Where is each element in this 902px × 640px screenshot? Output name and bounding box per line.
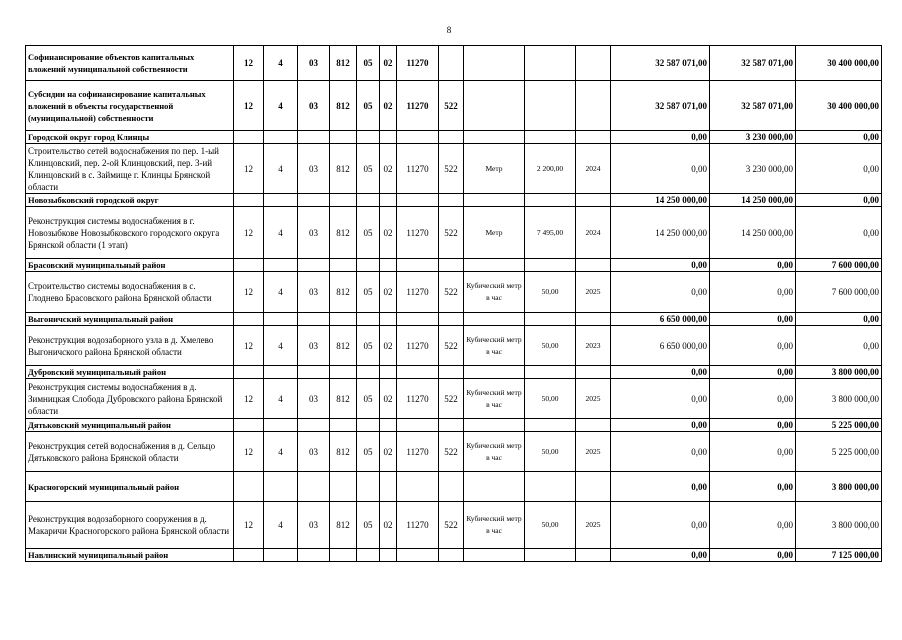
capacity-value: [525, 81, 576, 131]
table-row: [26, 207, 882, 259]
code-program: [298, 472, 330, 502]
amount-2025: 3 800 000,00: [796, 366, 882, 379]
capacity-value: 50,00: [525, 432, 576, 472]
code-expense: [397, 419, 439, 432]
code-subsection: 4: [264, 272, 298, 313]
section-total-row: [26, 472, 882, 502]
code-program: [298, 366, 330, 379]
amount-2024: 0,00: [710, 259, 796, 272]
completion-year: [576, 131, 611, 144]
code-subsection: 4: [264, 81, 298, 131]
code-item: 05: [357, 207, 380, 259]
code-section: [234, 366, 264, 379]
code-subitem: 02: [380, 144, 397, 194]
code-subitem: 02: [380, 432, 397, 472]
amount-2024: 0,00: [710, 472, 796, 502]
table-row: [26, 432, 882, 472]
code-subitem: [380, 313, 397, 326]
amount-2023: 0,00: [611, 432, 710, 472]
amount-2025: 0,00: [796, 326, 882, 366]
row-name: Выгоничский муниципальный район: [26, 313, 234, 326]
completion-year: 2025: [576, 272, 611, 313]
code-section: 12: [234, 81, 264, 131]
amount-2025: 5 225 000,00: [796, 432, 882, 472]
code-item: [357, 419, 380, 432]
code-program: [298, 419, 330, 432]
code-department: [330, 131, 357, 144]
amount-2023: 0,00: [611, 502, 710, 549]
amount-2024: 32 587 071,00: [710, 81, 796, 131]
code-section: [234, 419, 264, 432]
code-item: 05: [357, 272, 380, 313]
capacity-value: [525, 131, 576, 144]
code-type: 522: [439, 502, 464, 549]
row-name: Реконструкция сетей водоснабжения в д. Сельцо Дятьковского района Брянской области: [26, 432, 234, 472]
completion-year: 2023: [576, 326, 611, 366]
code-item: 05: [357, 502, 380, 549]
completion-year: [576, 419, 611, 432]
amount-2024: 0,00: [710, 326, 796, 366]
code-expense: 11270: [397, 46, 439, 81]
code-department: 812: [330, 207, 357, 259]
table-row: [26, 144, 882, 194]
code-department: 812: [330, 432, 357, 472]
unit-of-measure: [464, 313, 525, 326]
code-expense: [397, 549, 439, 562]
capacity-value: 2 200,00: [525, 144, 576, 194]
section-total-row: [26, 81, 882, 131]
amount-2023: 0,00: [611, 366, 710, 379]
unit-of-measure: Кубический метр в час: [464, 432, 525, 472]
code-subitem: 02: [380, 207, 397, 259]
amount-2024: 0,00: [710, 313, 796, 326]
code-expense: [397, 194, 439, 207]
code-expense: [397, 313, 439, 326]
amount-2024: 0,00: [710, 432, 796, 472]
completion-year: [576, 46, 611, 81]
code-department: [330, 194, 357, 207]
code-section: 12: [234, 326, 264, 366]
capacity-value: [525, 472, 576, 502]
completion-year: [576, 81, 611, 131]
unit-of-measure: [464, 549, 525, 562]
code-program: 03: [298, 272, 330, 313]
code-department: [330, 419, 357, 432]
code-item: [357, 259, 380, 272]
code-subsection: [264, 131, 298, 144]
code-expense: [397, 131, 439, 144]
code-subitem: [380, 549, 397, 562]
code-item: [357, 472, 380, 502]
code-item: 05: [357, 379, 380, 419]
unit-of-measure: [464, 46, 525, 81]
code-subitem: 02: [380, 46, 397, 81]
amount-2023: 32 587 071,00: [611, 81, 710, 131]
code-item: [357, 194, 380, 207]
code-department: [330, 313, 357, 326]
code-department: 812: [330, 144, 357, 194]
code-subsection: 4: [264, 144, 298, 194]
amount-2023: 0,00: [611, 259, 710, 272]
code-program: [298, 549, 330, 562]
code-program: 03: [298, 432, 330, 472]
code-section: [234, 313, 264, 326]
code-type: [439, 472, 464, 502]
amount-2025: 0,00: [796, 131, 882, 144]
code-type: 522: [439, 207, 464, 259]
code-subsection: 4: [264, 432, 298, 472]
amount-2024: 0,00: [710, 419, 796, 432]
code-item: 05: [357, 46, 380, 81]
code-expense: [397, 472, 439, 502]
row-name: Строительство сетей водоснабжения по пер. 1-ый Клинцовский, пер. 2-ой Клинцовский, пер. 3-ий Клинцовский в с. Займище г. Клинцы Брянской области: [26, 144, 234, 194]
amount-2024: 3 230 000,00: [710, 131, 796, 144]
code-subitem: [380, 194, 397, 207]
amount-2023: 0,00: [611, 419, 710, 432]
amount-2023: 6 650 000,00: [611, 313, 710, 326]
code-item: 05: [357, 81, 380, 131]
code-program: 03: [298, 207, 330, 259]
row-name: Городской округ город Клинцы: [26, 131, 234, 144]
unit-of-measure: Кубический метр в час: [464, 379, 525, 419]
amount-2025: 7 125 000,00: [796, 549, 882, 562]
code-subsection: [264, 313, 298, 326]
capacity-value: 7 495,00: [525, 207, 576, 259]
row-name: Новозыбковский городской округ: [26, 194, 234, 207]
code-item: [357, 549, 380, 562]
code-expense: [397, 366, 439, 379]
code-item: 05: [357, 432, 380, 472]
completion-year: [576, 194, 611, 207]
completion-year: [576, 313, 611, 326]
section-total-row: [26, 131, 882, 144]
row-name: Реконструкция водозаборного узла в д. Хмелево Выгоничского района Брянской области: [26, 326, 234, 366]
code-section: 12: [234, 432, 264, 472]
capacity-value: 50,00: [525, 502, 576, 549]
code-subitem: [380, 366, 397, 379]
code-item: 05: [357, 326, 380, 366]
code-type: [439, 46, 464, 81]
unit-of-measure: [464, 131, 525, 144]
amount-2023: 0,00: [611, 549, 710, 562]
amount-2024: 0,00: [710, 549, 796, 562]
code-subsection: [264, 472, 298, 502]
code-subsection: 4: [264, 207, 298, 259]
code-subsection: [264, 259, 298, 272]
unit-of-measure: Кубический метр в час: [464, 326, 525, 366]
table-row: [26, 272, 882, 313]
code-expense: 11270: [397, 432, 439, 472]
row-name: Брасовский муниципальный район: [26, 259, 234, 272]
row-name: Субсидии на софинансирование капитальных вложений в объекты государственной (муниципальной) собственности: [26, 81, 234, 131]
code-department: 812: [330, 46, 357, 81]
code-expense: 11270: [397, 326, 439, 366]
code-program: 03: [298, 81, 330, 131]
table-row: [26, 502, 882, 549]
code-subsection: 4: [264, 502, 298, 549]
unit-of-measure: [464, 194, 525, 207]
unit-of-measure: Метр: [464, 207, 525, 259]
code-department: [330, 366, 357, 379]
code-program: 03: [298, 144, 330, 194]
row-name: Реконструкция системы водоснабжения в д. Зимницкая Слобода Дубровского района Брянской области: [26, 379, 234, 419]
capacity-value: [525, 366, 576, 379]
amount-2024: 3 230 000,00: [710, 144, 796, 194]
amount-2025: 30 400 000,00: [796, 46, 882, 81]
code-section: 12: [234, 144, 264, 194]
completion-year: [576, 549, 611, 562]
code-section: 12: [234, 379, 264, 419]
code-subitem: [380, 472, 397, 502]
section-total-row: [26, 46, 882, 81]
amount-2024: 14 250 000,00: [710, 194, 796, 207]
unit-of-measure: [464, 419, 525, 432]
amount-2025: 7 600 000,00: [796, 272, 882, 313]
capacity-value: 50,00: [525, 272, 576, 313]
code-department: 812: [330, 379, 357, 419]
code-type: 522: [439, 379, 464, 419]
completion-year: [576, 366, 611, 379]
code-section: [234, 131, 264, 144]
section-total-row: [26, 366, 882, 379]
amount-2023: 0,00: [611, 379, 710, 419]
unit-of-measure: [464, 259, 525, 272]
code-type: 522: [439, 432, 464, 472]
code-expense: 11270: [397, 272, 439, 313]
code-subsection: [264, 549, 298, 562]
completion-year: [576, 472, 611, 502]
table-row: [26, 326, 882, 366]
code-department: 812: [330, 272, 357, 313]
code-section: [234, 259, 264, 272]
completion-year: 2025: [576, 502, 611, 549]
completion-year: [576, 259, 611, 272]
unit-of-measure: [464, 472, 525, 502]
completion-year: 2025: [576, 432, 611, 472]
code-subitem: 02: [380, 81, 397, 131]
code-department: 812: [330, 502, 357, 549]
amount-2025: 7 600 000,00: [796, 259, 882, 272]
section-total-row: [26, 194, 882, 207]
code-subitem: 02: [380, 326, 397, 366]
code-type: [439, 419, 464, 432]
code-program: 03: [298, 502, 330, 549]
amount-2025: 0,00: [796, 144, 882, 194]
unit-of-measure: [464, 366, 525, 379]
budget-table: [25, 45, 882, 562]
code-type: [439, 131, 464, 144]
amount-2024: 32 587 071,00: [710, 46, 796, 81]
row-name: Реконструкция водозаборного сооружения в д. Макаричи Красногорского района Брянской области: [26, 502, 234, 549]
row-name: Навлинский муниципальный район: [26, 549, 234, 562]
code-subitem: 02: [380, 272, 397, 313]
amount-2025: 5 225 000,00: [796, 419, 882, 432]
table-row: [26, 379, 882, 419]
amount-2024: 0,00: [710, 379, 796, 419]
code-subsection: 4: [264, 326, 298, 366]
row-name: Дятьковский муниципальный район: [26, 419, 234, 432]
row-name: Красногорский муниципальный район: [26, 472, 234, 502]
unit-of-measure: [464, 81, 525, 131]
amount-2023: 32 587 071,00: [611, 46, 710, 81]
capacity-value: [525, 313, 576, 326]
code-section: [234, 194, 264, 207]
code-expense: 11270: [397, 379, 439, 419]
code-program: [298, 131, 330, 144]
section-total-row: [26, 419, 882, 432]
code-subitem: [380, 131, 397, 144]
capacity-value: [525, 549, 576, 562]
amount-2025: 30 400 000,00: [796, 81, 882, 131]
amount-2025: 0,00: [796, 207, 882, 259]
code-section: 12: [234, 272, 264, 313]
code-section: 12: [234, 207, 264, 259]
amount-2023: 0,00: [611, 144, 710, 194]
code-subsection: 4: [264, 46, 298, 81]
section-total-row: [26, 549, 882, 562]
code-item: [357, 131, 380, 144]
code-type: [439, 366, 464, 379]
code-subsection: [264, 194, 298, 207]
amount-2023: 0,00: [611, 472, 710, 502]
code-subsection: [264, 366, 298, 379]
amount-2025: 3 800 000,00: [796, 472, 882, 502]
amount-2024: 0,00: [710, 272, 796, 313]
code-type: [439, 313, 464, 326]
amount-2024: 0,00: [710, 366, 796, 379]
amount-2023: 0,00: [611, 272, 710, 313]
page-number: 8: [446, 25, 452, 35]
code-department: 812: [330, 326, 357, 366]
code-program: 03: [298, 326, 330, 366]
amount-2025: 3 800 000,00: [796, 379, 882, 419]
row-name: Дубровский муниципальный район: [26, 366, 234, 379]
code-expense: [397, 259, 439, 272]
code-department: 812: [330, 81, 357, 131]
code-subsection: [264, 419, 298, 432]
amount-2023: 0,00: [611, 131, 710, 144]
section-total-row: [26, 259, 882, 272]
amount-2023: 6 650 000,00: [611, 326, 710, 366]
amount-2023: 14 250 000,00: [611, 194, 710, 207]
amount-2023: 14 250 000,00: [611, 207, 710, 259]
code-subitem: [380, 419, 397, 432]
code-program: [298, 313, 330, 326]
completion-year: 2024: [576, 144, 611, 194]
amount-2025: 0,00: [796, 194, 882, 207]
amount-2024: 14 250 000,00: [710, 207, 796, 259]
code-subsection: 4: [264, 379, 298, 419]
amount-2024: 0,00: [710, 502, 796, 549]
amount-2025: 3 800 000,00: [796, 502, 882, 549]
unit-of-measure: Метр: [464, 144, 525, 194]
code-department: [330, 472, 357, 502]
capacity-value: [525, 259, 576, 272]
code-program: 03: [298, 379, 330, 419]
completion-year: 2025: [576, 379, 611, 419]
code-section: [234, 549, 264, 562]
row-name: Реконструкция системы водоснабжения в г. Новозыбкове Новозыбковского городского округа Брянской области (1 этап): [26, 207, 234, 259]
code-item: 05: [357, 144, 380, 194]
code-subitem: [380, 259, 397, 272]
code-expense: 11270: [397, 502, 439, 549]
code-section: 12: [234, 502, 264, 549]
code-department: [330, 549, 357, 562]
completion-year: 2024: [576, 207, 611, 259]
row-name: Строительство системы водоснабжения в с. Глоднево Брасовского района Брянской области: [26, 272, 234, 313]
code-expense: 11270: [397, 81, 439, 131]
code-type: [439, 549, 464, 562]
code-type: 522: [439, 81, 464, 131]
code-program: 03: [298, 46, 330, 81]
code-item: [357, 313, 380, 326]
section-total-row: [26, 313, 882, 326]
unit-of-measure: Кубический метр в час: [464, 502, 525, 549]
code-type: 522: [439, 326, 464, 366]
code-subitem: 02: [380, 379, 397, 419]
unit-of-measure: Кубический метр в час: [464, 272, 525, 313]
code-type: 522: [439, 272, 464, 313]
code-section: 12: [234, 46, 264, 81]
amount-2025: 0,00: [796, 313, 882, 326]
code-expense: 11270: [397, 207, 439, 259]
code-type: [439, 259, 464, 272]
code-department: [330, 259, 357, 272]
capacity-value: [525, 46, 576, 81]
capacity-value: [525, 419, 576, 432]
row-name: Софинансирование объектов капитальных вложений муниципальной собственности: [26, 46, 234, 81]
code-program: [298, 259, 330, 272]
code-section: [234, 472, 264, 502]
capacity-value: 50,00: [525, 326, 576, 366]
capacity-value: [525, 194, 576, 207]
code-item: [357, 366, 380, 379]
code-program: [298, 194, 330, 207]
code-expense: 11270: [397, 144, 439, 194]
code-subitem: 02: [380, 502, 397, 549]
code-type: [439, 194, 464, 207]
capacity-value: 50,00: [525, 379, 576, 419]
code-type: 522: [439, 144, 464, 194]
